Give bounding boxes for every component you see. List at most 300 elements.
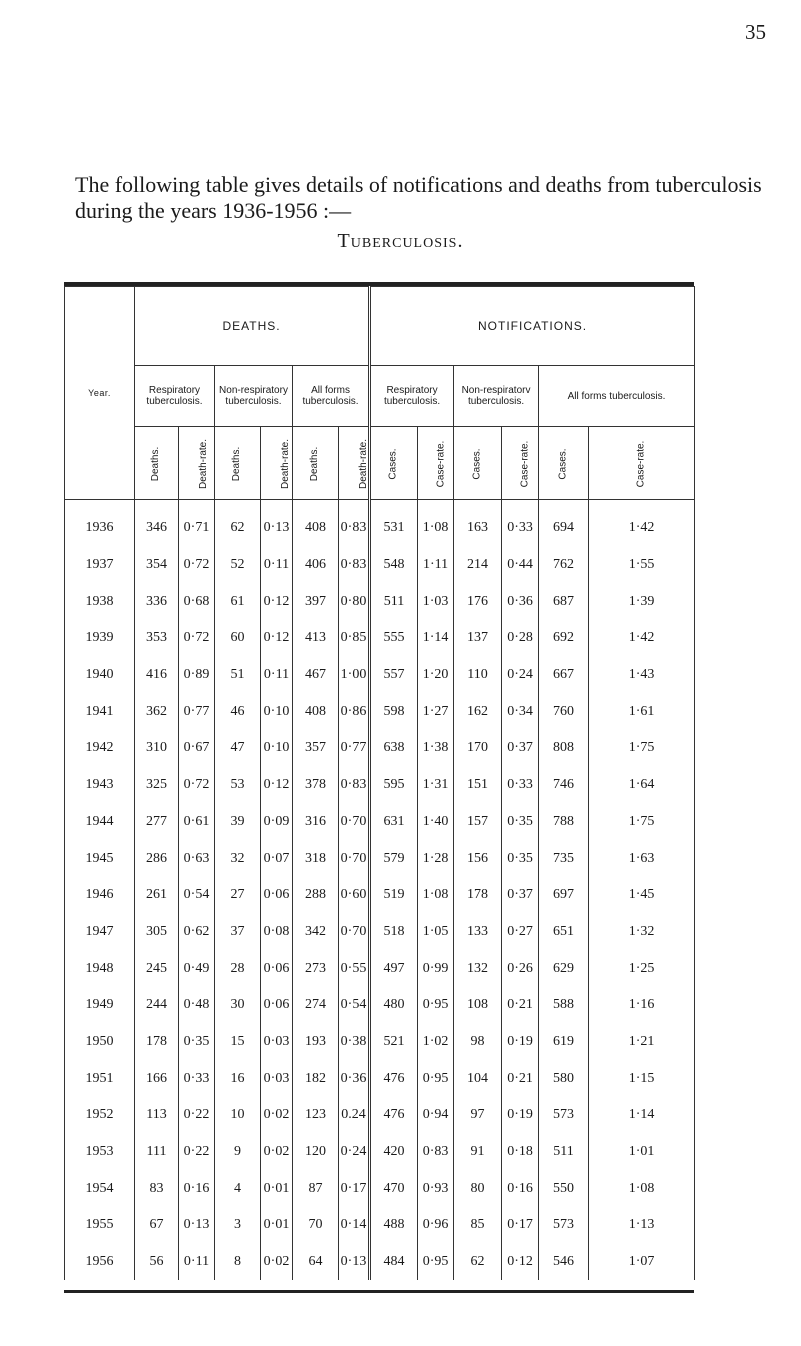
table-cell: 1·02 — [418, 1024, 454, 1061]
table-cell: 97 — [454, 1097, 502, 1134]
table-cell: 193 — [293, 1024, 339, 1061]
table-cell: 0·13 — [179, 1207, 215, 1244]
table-cell: 0·06 — [261, 877, 293, 914]
table-cell: 0·18 — [502, 1134, 539, 1171]
table-cell: 157 — [454, 804, 502, 841]
deaths-allforms-header: All forms tuberculosis. — [293, 366, 370, 427]
table-cell: 550 — [539, 1170, 589, 1207]
table-cell: 687 — [539, 583, 589, 620]
year-cell: 1940 — [65, 657, 135, 694]
table-cell: 408 — [293, 693, 339, 730]
table-cell: 519 — [370, 877, 418, 914]
table-cell: 56 — [135, 1244, 179, 1281]
table-cell: 579 — [370, 840, 418, 877]
year-cell: 1953 — [65, 1134, 135, 1171]
table-cell: 0·99 — [418, 950, 454, 987]
table-cell: 0·77 — [339, 730, 370, 767]
table-cell: 0·34 — [502, 693, 539, 730]
table-cell: 1·08 — [418, 500, 454, 547]
table-cell: 346 — [135, 500, 179, 547]
table-cell: 0·60 — [339, 877, 370, 914]
table-row — [65, 1060, 695, 1097]
table-row — [65, 1244, 695, 1281]
intro-paragraph: The following table gives details of notifications and deaths from tuberculosis during the years 1936-1956 :— — [75, 172, 762, 223]
table-cell: 156 — [454, 840, 502, 877]
table-cell: 15 — [215, 1024, 261, 1061]
table-row — [65, 1134, 695, 1171]
table-cell: 1·55 — [589, 547, 695, 584]
table-cell: 316 — [293, 804, 339, 841]
col-header-label: Deaths. — [231, 446, 243, 481]
table-cell: 0·83 — [418, 1134, 454, 1171]
table-row — [65, 500, 695, 547]
table-cell: 244 — [135, 987, 179, 1024]
year-header: Year. — [65, 287, 135, 500]
table-cell: 113 — [135, 1097, 179, 1134]
table-cell: 1·31 — [418, 767, 454, 804]
year-cell: 1948 — [65, 950, 135, 987]
table-cell: 531 — [370, 500, 418, 547]
table-cell: 47 — [215, 730, 261, 767]
table-row — [65, 1024, 695, 1061]
year-cell: 1944 — [65, 804, 135, 841]
table-cell: 629 — [539, 950, 589, 987]
col-header-death-rate — [339, 427, 370, 500]
table-cell: 0·02 — [261, 1244, 293, 1281]
table-cell: 573 — [539, 1207, 589, 1244]
table-cell: 0·33 — [502, 767, 539, 804]
table-cell: 484 — [370, 1244, 418, 1281]
table-cell: 0·70 — [339, 804, 370, 841]
col-header-label: Cases. — [557, 447, 569, 480]
table-cell: 1·75 — [589, 804, 695, 841]
year-cell: 1943 — [65, 767, 135, 804]
table-cell: 651 — [539, 914, 589, 951]
table-cell: 0·72 — [179, 620, 215, 657]
year-cell: 1938 — [65, 583, 135, 620]
table-cell: 0·10 — [261, 693, 293, 730]
table-cell: 53 — [215, 767, 261, 804]
table-cell: 0·35 — [502, 804, 539, 841]
table-cell: 0·54 — [179, 877, 215, 914]
table-cell: 62 — [454, 1244, 502, 1281]
table-cell: 0·33 — [179, 1060, 215, 1097]
col-header-case-rate — [502, 427, 539, 500]
table-cell: 0·19 — [502, 1024, 539, 1061]
table-cell: 694 — [539, 500, 589, 547]
table-cell: 273 — [293, 950, 339, 987]
table-cell: 1·64 — [589, 767, 695, 804]
table-row — [65, 547, 695, 584]
table-cell: 0·96 — [418, 1207, 454, 1244]
deaths-nonrespiratory-header: Non-respiratory tuberculosis. — [215, 366, 293, 427]
table-row — [65, 914, 695, 951]
table-cell: 0·12 — [261, 583, 293, 620]
table-cell: 0·80 — [339, 583, 370, 620]
table-row — [65, 1097, 695, 1134]
table-cell: 87 — [293, 1170, 339, 1207]
table-cell: 0·48 — [179, 987, 215, 1024]
table-cell: 52 — [215, 547, 261, 584]
table-cell: 511 — [370, 583, 418, 620]
table-row — [65, 804, 695, 841]
table-cell: 667 — [539, 657, 589, 694]
table-cell: 214 — [454, 547, 502, 584]
table-cell: 108 — [454, 987, 502, 1024]
table-cell: 1·14 — [418, 620, 454, 657]
table-cell: 261 — [135, 877, 179, 914]
table-cell: 1·16 — [589, 987, 695, 1024]
table-cell: 0·35 — [502, 840, 539, 877]
year-cell: 1955 — [65, 1207, 135, 1244]
table-cell: 0·49 — [179, 950, 215, 987]
col-header-case-rate — [589, 427, 695, 500]
table-cell: 0·95 — [418, 1244, 454, 1281]
table-cell: 735 — [539, 840, 589, 877]
table-cell: 0·11 — [261, 657, 293, 694]
table-cell: 0·19 — [502, 1097, 539, 1134]
notifications-header: NOTIFICATIONS. — [370, 287, 695, 366]
table-row — [65, 693, 695, 730]
col-header-label: Cases. — [471, 447, 483, 480]
table-cell: 0·68 — [179, 583, 215, 620]
table-row — [65, 950, 695, 987]
notif-allforms-header: All forms tuberculosis. — [539, 366, 695, 427]
table-cell: 0·24 — [339, 1134, 370, 1171]
table-cell: 470 — [370, 1170, 418, 1207]
table-cell: 0·14 — [339, 1207, 370, 1244]
table-cell: 0·35 — [179, 1024, 215, 1061]
col-header-label: Death-rate. — [280, 438, 292, 489]
table-cell: 0·07 — [261, 840, 293, 877]
table-cell: 0·55 — [339, 950, 370, 987]
table-cell: 0·37 — [502, 877, 539, 914]
table-cell: 132 — [454, 950, 502, 987]
table-cell: 37 — [215, 914, 261, 951]
table-cell: 357 — [293, 730, 339, 767]
table-cell: 85 — [454, 1207, 502, 1244]
table-cell: 0·83 — [339, 767, 370, 804]
table-cell: 0·85 — [339, 620, 370, 657]
table-cell: 0·10 — [261, 730, 293, 767]
table-cell: 16 — [215, 1060, 261, 1097]
table-cell: 1·75 — [589, 730, 695, 767]
table-cell: 408 — [293, 500, 339, 547]
table-cell: 0·38 — [339, 1024, 370, 1061]
table-cell: 0·12 — [502, 1244, 539, 1281]
col-header-cases — [370, 427, 418, 500]
table-row — [65, 767, 695, 804]
table-cell: 325 — [135, 767, 179, 804]
table-cell: 0·63 — [179, 840, 215, 877]
table-cell: 353 — [135, 620, 179, 657]
table-cell: 0.24 — [339, 1097, 370, 1134]
table-cell: 480 — [370, 987, 418, 1024]
table-cell: 0·62 — [179, 914, 215, 951]
table-cell: 631 — [370, 804, 418, 841]
table-cell: 0·70 — [339, 914, 370, 951]
table-cell: 0·11 — [261, 547, 293, 584]
table-cell: 46 — [215, 693, 261, 730]
table-cell: 488 — [370, 1207, 418, 1244]
table-cell: 0·08 — [261, 914, 293, 951]
table-cell: 1·61 — [589, 693, 695, 730]
table-cell: 476 — [370, 1060, 418, 1097]
col-header-cases — [539, 427, 589, 500]
table-cell: 1·28 — [418, 840, 454, 877]
table-cell: 0·03 — [261, 1024, 293, 1061]
year-cell: 1936 — [65, 500, 135, 547]
table-cell: 305 — [135, 914, 179, 951]
table-cell: 0·67 — [179, 730, 215, 767]
col-header-label: Death-rate. — [198, 438, 210, 489]
table-cell: 80 — [454, 1170, 502, 1207]
table-cell: 170 — [454, 730, 502, 767]
table-cell: 0·12 — [261, 620, 293, 657]
table-cell: 0·16 — [502, 1170, 539, 1207]
col-header-death-rate — [261, 427, 293, 500]
table-cell: 1·08 — [418, 877, 454, 914]
table-cell: 137 — [454, 620, 502, 657]
table-row — [65, 1207, 695, 1244]
table-cell: 598 — [370, 693, 418, 730]
tuberculosis-table — [64, 286, 695, 1280]
table-cell: 9 — [215, 1134, 261, 1171]
col-header-label: Cases. — [388, 447, 400, 480]
table-cell: 1·38 — [418, 730, 454, 767]
page-number: 35 — [745, 20, 766, 44]
table-cell: 182 — [293, 1060, 339, 1097]
table-cell: 557 — [370, 657, 418, 694]
table-cell: 163 — [454, 500, 502, 547]
table-row — [65, 877, 695, 914]
table-cell: 0·77 — [179, 693, 215, 730]
table-cell: 30 — [215, 987, 261, 1024]
table-cell: 397 — [293, 583, 339, 620]
table-cell: 8 — [215, 1244, 261, 1281]
table-cell: 0·16 — [179, 1170, 215, 1207]
table-cell: 760 — [539, 693, 589, 730]
table-cell: 0·02 — [261, 1134, 293, 1171]
table-cell: 70 — [293, 1207, 339, 1244]
table-cell: 0·95 — [418, 987, 454, 1024]
table-cell: 588 — [539, 987, 589, 1024]
table-cell: 362 — [135, 693, 179, 730]
notif-respiratory-header: Respiratory tuberculosis. — [370, 366, 454, 427]
table-cell: 178 — [454, 877, 502, 914]
table-cell: 1·25 — [589, 950, 695, 987]
deaths-respiratory-header: Respiratory tuberculosis. — [135, 366, 215, 427]
table-cell: 0·17 — [502, 1207, 539, 1244]
table-cell: 166 — [135, 1060, 179, 1097]
table-header — [65, 287, 695, 500]
table-cell: 416 — [135, 657, 179, 694]
table-cell: 0·09 — [261, 804, 293, 841]
table-cell: 0·95 — [418, 1060, 454, 1097]
table-cell: 692 — [539, 620, 589, 657]
year-cell: 1950 — [65, 1024, 135, 1061]
table-cell: 0·21 — [502, 987, 539, 1024]
table-cell: 0·86 — [339, 693, 370, 730]
col-header-cases — [454, 427, 502, 500]
table-cell: 0·22 — [179, 1097, 215, 1134]
table-cell: 1·11 — [418, 547, 454, 584]
table-cell: 133 — [454, 914, 502, 951]
table-cell: 1·32 — [589, 914, 695, 951]
table-cell: 120 — [293, 1134, 339, 1171]
table-cell: 0·11 — [179, 1244, 215, 1281]
table-cell: 67 — [135, 1207, 179, 1244]
table-cell: 0·61 — [179, 804, 215, 841]
year-cell: 1949 — [65, 987, 135, 1024]
table-cell: 0·22 — [179, 1134, 215, 1171]
table-cell: 1·63 — [589, 840, 695, 877]
table-cell: 310 — [135, 730, 179, 767]
table-cell: 420 — [370, 1134, 418, 1171]
col-header-label: Deaths. — [309, 446, 321, 481]
year-cell: 1941 — [65, 693, 135, 730]
table-cell: 413 — [293, 620, 339, 657]
table-cell: 580 — [539, 1060, 589, 1097]
table-cell: 0·06 — [261, 950, 293, 987]
table-cell: 746 — [539, 767, 589, 804]
year-cell: 1945 — [65, 840, 135, 877]
table-cell: 0·28 — [502, 620, 539, 657]
table-row — [65, 840, 695, 877]
table-cell: 511 — [539, 1134, 589, 1171]
table-cell: 0·93 — [418, 1170, 454, 1207]
table-cell: 51 — [215, 657, 261, 694]
table-cell: 111 — [135, 1134, 179, 1171]
table-cell: 354 — [135, 547, 179, 584]
table-cell: 0·83 — [339, 547, 370, 584]
col-header-label: Deaths. — [150, 446, 162, 481]
table-row — [65, 1170, 695, 1207]
year-cell: 1952 — [65, 1097, 135, 1134]
table-cell: 0·89 — [179, 657, 215, 694]
table-cell: 0·94 — [418, 1097, 454, 1134]
table-cell: 595 — [370, 767, 418, 804]
table-cell: 0·26 — [502, 950, 539, 987]
table-cell: 555 — [370, 620, 418, 657]
table-cell: 1·15 — [589, 1060, 695, 1097]
table-cell: 288 — [293, 877, 339, 914]
table-cell: 0·02 — [261, 1097, 293, 1134]
table-cell: 0·72 — [179, 767, 215, 804]
table-cell: 1·00 — [339, 657, 370, 694]
table-cell: 1·08 — [589, 1170, 695, 1207]
table-row — [65, 657, 695, 694]
table-cell: 286 — [135, 840, 179, 877]
col-header-deaths — [215, 427, 261, 500]
table-cell: 548 — [370, 547, 418, 584]
table-cell: 0·01 — [261, 1170, 293, 1207]
table-cell: 1·27 — [418, 693, 454, 730]
table-row — [65, 620, 695, 657]
table-cell: 91 — [454, 1134, 502, 1171]
col-header-deaths — [135, 427, 179, 500]
table-cell: 1·43 — [589, 657, 695, 694]
year-cell: 1946 — [65, 877, 135, 914]
table-cell: 0·54 — [339, 987, 370, 1024]
table-cell: 1·14 — [589, 1097, 695, 1134]
table-cell: 0·24 — [502, 657, 539, 694]
table-cell: 1·20 — [418, 657, 454, 694]
table-cell: 0·21 — [502, 1060, 539, 1097]
table-cell: 0·03 — [261, 1060, 293, 1097]
table-cell: 762 — [539, 547, 589, 584]
year-cell: 1956 — [65, 1244, 135, 1281]
table-cell: 60 — [215, 620, 261, 657]
table-cell: 336 — [135, 583, 179, 620]
col-header-deaths — [293, 427, 339, 500]
table-cell: 476 — [370, 1097, 418, 1134]
table-cell: 28 — [215, 950, 261, 987]
notif-nonrespiratory-header: Non-respiratorv tuberculosis. — [454, 366, 539, 427]
table-cell: 3 — [215, 1207, 261, 1244]
year-cell: 1939 — [65, 620, 135, 657]
table-cell: 27 — [215, 877, 261, 914]
table-cell: 62 — [215, 500, 261, 547]
table-cell: 1·39 — [589, 583, 695, 620]
table-cell: 64 — [293, 1244, 339, 1281]
table-cell: 123 — [293, 1097, 339, 1134]
table-cell: 378 — [293, 767, 339, 804]
table-cell: 497 — [370, 950, 418, 987]
table-cell: 0·44 — [502, 547, 539, 584]
table-cell: 1·05 — [418, 914, 454, 951]
table-cell: 0·06 — [261, 987, 293, 1024]
table-cell: 162 — [454, 693, 502, 730]
table-cell: 1·40 — [418, 804, 454, 841]
table-cell: 0·13 — [261, 500, 293, 547]
table-cell: 619 — [539, 1024, 589, 1061]
table-cell: 1·03 — [418, 583, 454, 620]
table-cell: 546 — [539, 1244, 589, 1281]
year-cell: 1937 — [65, 547, 135, 584]
table-cell: 342 — [293, 914, 339, 951]
table-cell: 1·13 — [589, 1207, 695, 1244]
table-cell: 788 — [539, 804, 589, 841]
table-cell: 518 — [370, 914, 418, 951]
table-cell: 4 — [215, 1170, 261, 1207]
year-cell: 1954 — [65, 1170, 135, 1207]
table-cell: 0·33 — [502, 500, 539, 547]
table-cell: 0·13 — [339, 1244, 370, 1281]
year-cell: 1951 — [65, 1060, 135, 1097]
table-cell: 0·37 — [502, 730, 539, 767]
table-cell: 39 — [215, 804, 261, 841]
col-header-death-rate — [179, 427, 215, 500]
table-cell: 274 — [293, 987, 339, 1024]
table-cell: 638 — [370, 730, 418, 767]
table-cell: 0·01 — [261, 1207, 293, 1244]
table-cell: 61 — [215, 583, 261, 620]
col-header-label: Case-rate. — [635, 440, 647, 487]
table-cell: 1·45 — [589, 877, 695, 914]
table-cell: 0·72 — [179, 547, 215, 584]
table-cell: 151 — [454, 767, 502, 804]
col-header-label: Case-rate. — [435, 440, 447, 487]
table-cell: 0·36 — [339, 1060, 370, 1097]
table-cell: 521 — [370, 1024, 418, 1061]
table-cell: 1·01 — [589, 1134, 695, 1171]
table-cell: 0·27 — [502, 914, 539, 951]
table-cell: 1·42 — [589, 500, 695, 547]
table-cell: 0·12 — [261, 767, 293, 804]
table-cell: 110 — [454, 657, 502, 694]
table-cell: 32 — [215, 840, 261, 877]
